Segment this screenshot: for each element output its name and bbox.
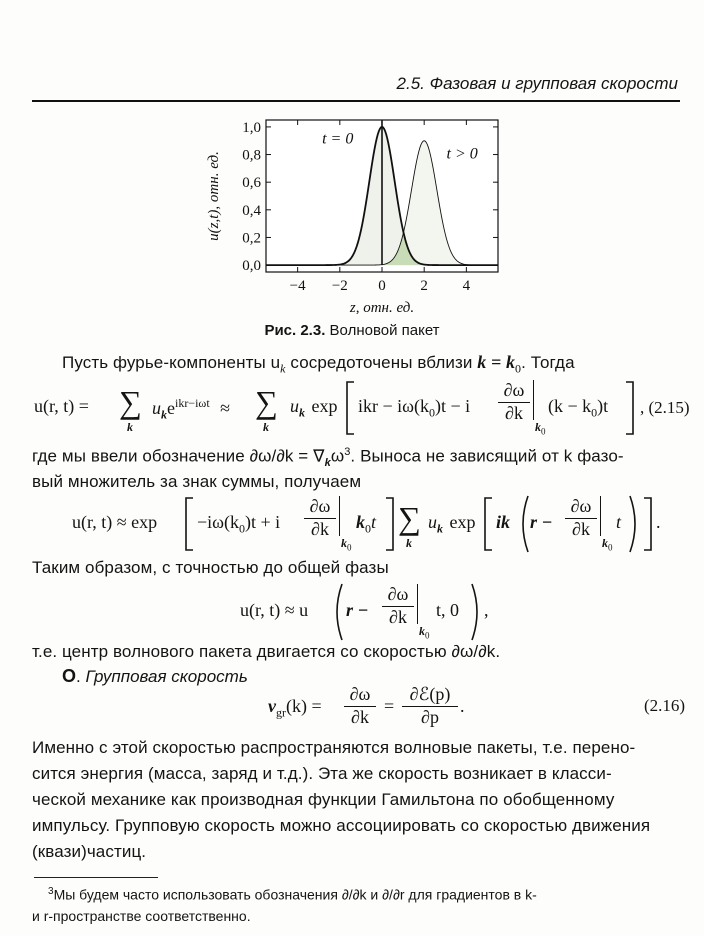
eq-b-eval1-k: k [341, 536, 347, 550]
intro-tail: сосредоточены вблизи [285, 353, 478, 372]
eq-c-lhs: u(r, t) ≈ u [240, 600, 309, 620]
intro-sub: k [280, 361, 286, 376]
y-tick-label-6: 1,0 [242, 119, 261, 136]
eq-b-r-text: r − [530, 512, 553, 532]
x-tick-label-4: 2 [420, 278, 428, 294]
eq-c-fraction [382, 584, 414, 628]
eq215-u2: u [290, 396, 299, 416]
eq-c-frac-den: ∂k [389, 607, 407, 627]
x-tick-label-5: 4 [462, 278, 471, 294]
eq-b-k: k [356, 512, 365, 532]
paragraph-notation-l1 [32, 446, 624, 469]
eq216-frac1-num: ∂ω [344, 684, 376, 707]
eq-c-paren-left [330, 582, 344, 642]
p2a-footnote-ref: 3 [344, 446, 351, 458]
eq-b-inner-b: )t + i [245, 512, 281, 532]
eq216-fraction-2 [402, 684, 458, 728]
paragraph-intro [62, 352, 575, 376]
eq-b-frac2-num: ∂ω [565, 496, 597, 519]
eq-b-eval-sub-1 [341, 536, 352, 552]
eq-b-t2-text: t [616, 512, 622, 532]
eq-b-eval2-zero: 0 [608, 542, 613, 553]
eq-b-paren-right [628, 494, 642, 554]
intro-end: . Тогда [521, 353, 575, 372]
eq-b-t2 [616, 512, 621, 533]
eq-b-eval-sub-2 [602, 536, 613, 552]
eq216-period: . [460, 696, 465, 716]
eq215-bracket-left [344, 380, 356, 436]
eq-c-tail: t, 0 [436, 600, 460, 620]
footnote-l2: и r-пространстве соответственно. [32, 908, 251, 924]
eq-b-frac1-den: ∂k [311, 519, 329, 539]
paragraph-phase: Таким образом, с точностью до общей фазы [32, 558, 389, 577]
figure-wave-packet [188, 106, 528, 314]
eq215-sum-2-index: k [263, 420, 269, 434]
paragraph-group-l5: (квази)частиц. [32, 842, 147, 861]
paragraph-group-l1: Именно с этой скоростью распространяются волновые пакеты, т.е. перено- [32, 738, 636, 757]
footnote-l1 [48, 886, 537, 903]
eq215-number: (2.15) [648, 398, 690, 417]
eq215-eval-sub [535, 420, 546, 436]
eq-c-paren-right [470, 582, 484, 642]
eq215-eval-bar [533, 380, 534, 420]
eq-c-frac-num: ∂ω [382, 584, 414, 607]
eq215-inner-b: )t − i [435, 396, 471, 416]
eq215-tail-b: )t [597, 396, 609, 416]
eq215-sum-1: ∑ [119, 384, 142, 420]
eq-c-eval-k: k [419, 624, 425, 638]
p2a-sub: k [324, 457, 331, 470]
figure-caption-text: Волновой пакет [329, 322, 440, 339]
eq215-term-1: $u_ke^{ikr-i\omega t}$ ≈ [152, 396, 231, 422]
y-tick-label-4: 0,6 [242, 175, 261, 192]
eq-b-sum-index: k [406, 536, 412, 550]
eq-b-fraction-1 [304, 496, 336, 540]
x-tick-label-1: −4 [289, 278, 306, 294]
eq215-lhs: u(r, t) = [34, 396, 89, 416]
eq-b-frac2-den: ∂k [572, 519, 590, 539]
footnote-mark: 3 [48, 886, 54, 897]
eq215-tail-a: (k − k [548, 396, 592, 416]
eq215-eval-zero: 0 [541, 426, 546, 437]
eq215-approx: ≈ [220, 398, 231, 418]
eq-b-r [530, 512, 552, 533]
eq-b-u-sub: k [437, 521, 443, 536]
equation-2-15 [34, 396, 89, 417]
x-axis-label: z, отн. ед. [349, 300, 415, 314]
eq-c-r [346, 600, 368, 621]
footnote-text-1: Мы будем часто использовать обозначения ∂/∂k и ∂/∂r для градиентов в k- [53, 886, 537, 903]
eq-c-r-text: r − [346, 600, 369, 620]
y-tick-label-5: 0,8 [242, 147, 261, 164]
eq216-lhs [268, 696, 322, 721]
p2a-text: где мы ввели обозначение ∂ω/∂k = ∇ [32, 446, 325, 466]
eq-b-frac1-num: ∂ω [304, 496, 336, 519]
eq-b-period: . [656, 512, 661, 532]
eq215-frac-den: ∂k [505, 403, 523, 423]
eq215-inner [358, 396, 470, 421]
figure-caption [0, 322, 704, 339]
eq-b-fraction-2 [565, 496, 597, 540]
eq-c-eval-bar [417, 584, 418, 624]
p2a-end: . Выноса не зависящий от k фазо- [350, 446, 624, 466]
eq-b-ik-text: ik [496, 512, 511, 532]
eq216-equals: = [384, 696, 395, 716]
eq215-sum-2: ∑ [255, 384, 278, 420]
eq215-u: u [152, 398, 161, 418]
eq-b-k0t [356, 512, 376, 537]
eq216-number: (2.16) [644, 696, 686, 715]
eq215-comma-num: , (2.15) [640, 398, 690, 417]
eq216-arg: (k) = [286, 696, 322, 716]
eq-b-bracket-right [384, 496, 396, 552]
eq216-frac2-den: ∂p [421, 707, 439, 727]
y-axis-label: u(z,t), отн. ед. [206, 151, 222, 241]
eq-b-sum-term [428, 512, 476, 537]
eq216-fraction-1 [344, 684, 376, 728]
x-tick-label-3: 0 [378, 278, 386, 294]
series-label-1: t = 0 [322, 130, 354, 148]
eq-c-eval-sub [419, 624, 430, 640]
eq-b-paren-left [516, 494, 530, 554]
header-rule [32, 100, 680, 102]
definition-group-velocity: О. Групповая скорость [62, 666, 248, 686]
eq-b-lhs: u(r, t) ≈ exp [72, 512, 158, 532]
paragraph-group-l4: импульсу. Групповую скорость можно ассоциировать со скоростью движения [32, 816, 651, 835]
eq-b-inner-a: −iω(k [197, 512, 239, 532]
eq215-term-2 [290, 396, 338, 421]
wave-packet-chart [188, 106, 528, 314]
paragraph-group-l3: ческой механике как производная функции Гамильтона по обобщенному [32, 790, 615, 809]
eq-b-ik [496, 512, 510, 533]
paragraph-group-l2: сится энергия (масса, заряд и т.д.). Эта же скорость возникает в класси- [32, 764, 612, 783]
eq-b-inner-sub: 0 [239, 521, 245, 536]
intro-text: Пусть фурье-компоненты u [62, 353, 281, 372]
eq-b-bracket-left [183, 496, 195, 552]
eq215-bracket-right [624, 380, 636, 436]
intro-eq: k = k [477, 352, 516, 372]
eq215-inner-a: ikr − iω(k [358, 396, 429, 416]
p2a-tail: ω [330, 446, 345, 466]
eq-b-eval-bar-1 [339, 496, 340, 536]
definition-mark: О [62, 666, 77, 686]
eq-b-eval1-zero: 0 [347, 542, 352, 553]
y-tick-label-3: 0,4 [242, 202, 261, 219]
series-label-2: t > 0 [446, 145, 478, 163]
eq215-tail [548, 396, 608, 421]
eq216-frac1-den: ∂k [351, 707, 369, 727]
eq-c-eval-zero: 0 [425, 630, 430, 641]
eq-b-eval-bar-2 [600, 496, 601, 536]
eq215-u-sub: k [161, 407, 167, 422]
eq216-v: v [268, 696, 276, 716]
intro-eq-sub: 0 [515, 361, 522, 376]
running-header: 2.5. Фазовая и групповая скорости [396, 74, 678, 93]
eq-b-bracket2-right [642, 496, 654, 552]
eq215-inner-sub: 0 [429, 405, 435, 420]
eq-b-inner [197, 512, 280, 537]
eq215-sum-1-index: k [127, 420, 133, 434]
definition-term: Групповая скорость [85, 667, 248, 686]
figure-caption-label: Рис. 2.3. [264, 322, 326, 339]
eq-b-sum: ∑ [398, 500, 421, 536]
eq216-sub: gr [276, 705, 286, 720]
footnote-rule [34, 877, 158, 878]
x-tick-label-2: −2 [331, 278, 348, 294]
eq215-exp: exp [311, 396, 338, 416]
eq-b-t: t [371, 512, 377, 532]
eq215-eval-k: k [535, 420, 541, 434]
eq215-tail-sub: 0 [591, 405, 598, 420]
y-tick-label-2: 0,2 [242, 230, 261, 247]
eq-b-eval2-k: k [602, 536, 608, 550]
eq-b-exp: exp [449, 512, 476, 532]
paragraph-notation-l2: вый множитель за знак суммы, получаем [32, 472, 362, 491]
eq-b-bracket2-left [482, 496, 494, 552]
paragraph-center: т.е. центр волнового пакета двигается со скоростью ∂ω/∂k. [32, 642, 501, 661]
eq215-frac-num: ∂ω [498, 380, 530, 403]
eq215-u2-sub: k [299, 405, 305, 420]
eq-c-comma: , [484, 600, 489, 620]
y-tick-label-1: 0,0 [242, 258, 261, 275]
eq215-exponent: ikr−iωt [175, 396, 210, 410]
eq216-frac2-num: ∂ℰ(p) [402, 684, 458, 707]
eq-b-u: u [428, 512, 437, 532]
eq-b-k0-sub: 0 [365, 521, 371, 536]
eq215-fraction [498, 380, 530, 424]
